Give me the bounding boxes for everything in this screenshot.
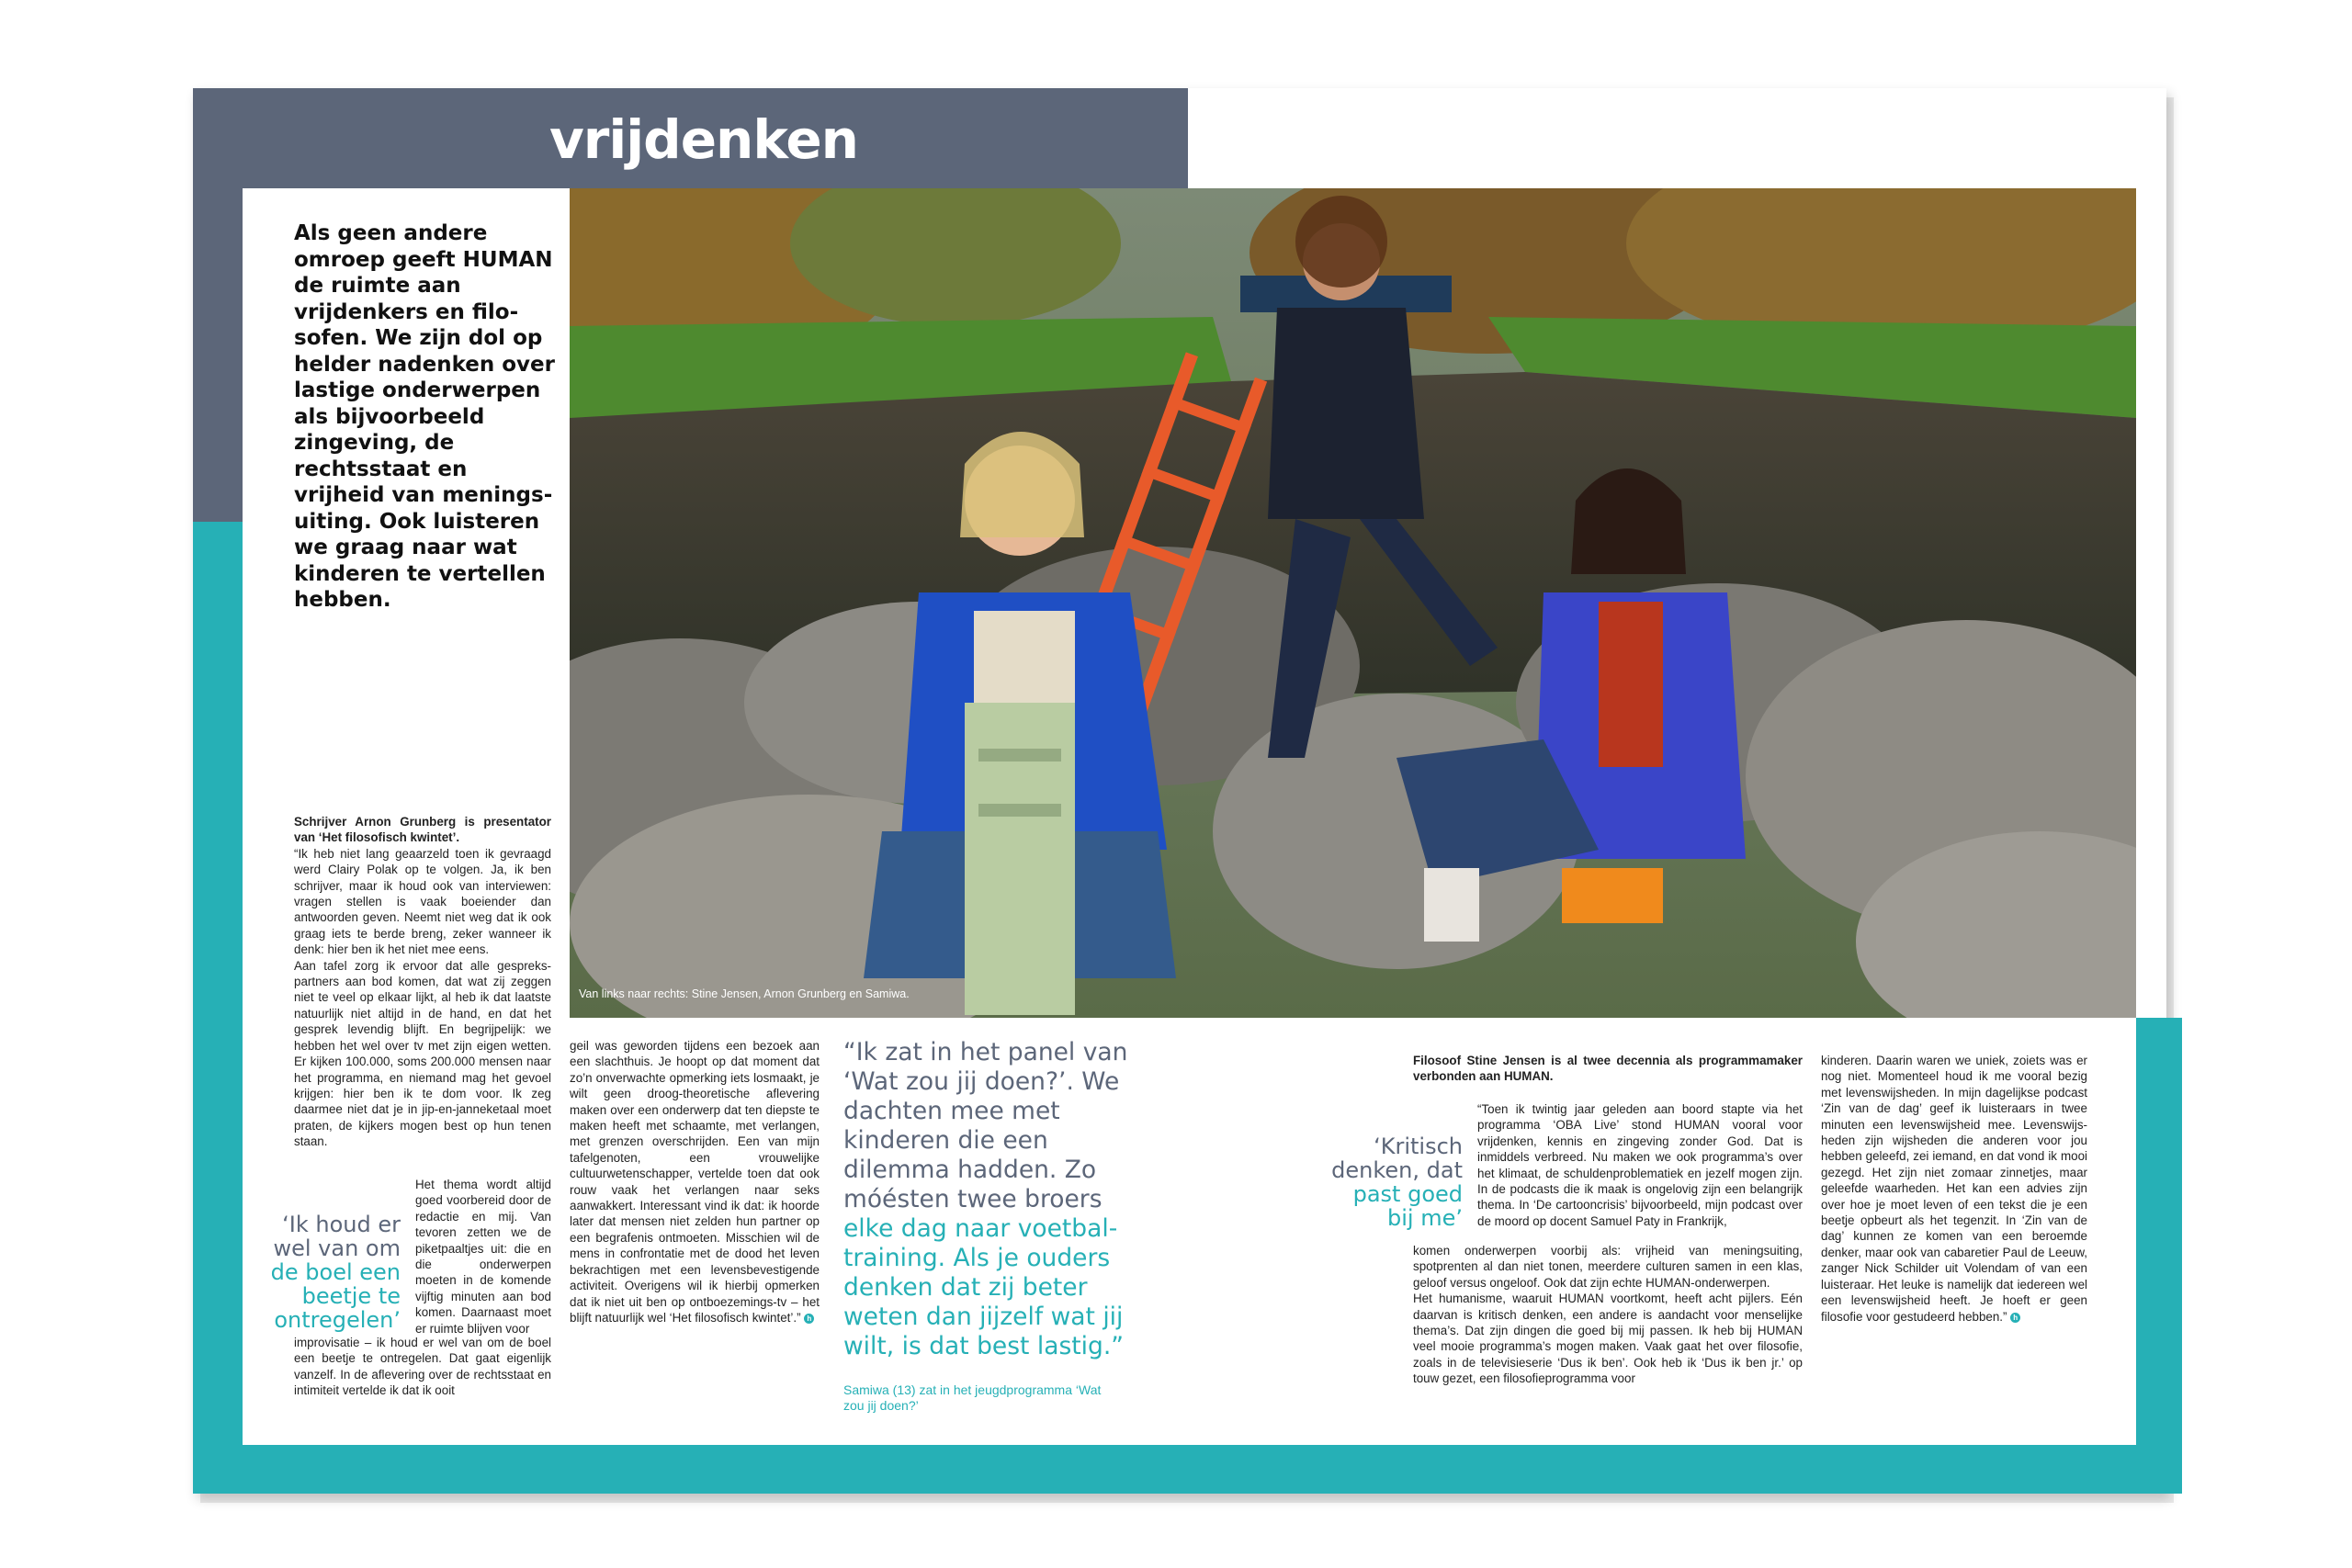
article-right-paragraph: komen onderwerpen voorbij als: vrijheid van meningsuiting, spotprenten al dan niet tonen, meerdere culturen samen in een klas, geloof versus ongeloof. Ook dat zijn echte HUMAN-onderwerpen. — [1413, 1244, 1803, 1290]
end-mark-icon: h — [2010, 1313, 2020, 1323]
article-right-paragraph: “Toen ik twintig jaar geleden aan boord stapte via het programma ‘OBA Live’ stond HUMAN vooral voor vrijdenken, kennis en zingeving zonder God. Dat is inmiddels verbreed. Nu maken we ook programma’s over het klimaat, de schuldenproblematiek en jezelf mogen zijn. In de podcasts die ik maak is ongelovig zijn een belangrijk thema. In ‘De cartooncrisis’ bijvoorbeeld, mijn podcast over de moord op docent Samuel Paty in Frankrijk, — [1477, 1102, 1803, 1228]
teal-band-right — [2136, 1018, 2182, 1494]
article-left-paragraph: Aan tafel zorg ik ervoor dat alle gesprekspartners aan bod komen, dat wat zij zeggen niet te veel op elkaar lijkt, al heb ik dat laatste natuurlijk niet altijd in de hand, en dat het gesprek levendig blijft. En begrijpelijk: we hebben het wel over tv met zijn eigen wetten. Er kijken 100.000, soms 200.000 mensen naar het programma, en niemand mag het gevoel krijgen: hier ben ik te dom voor. Ik zeg daarmee niet dat je in jip-en-janneketaal moet praten, de kijkers mogen best op hun tenen staan. — [294, 958, 551, 1149]
big-quote — [843, 1038, 1128, 1361]
article-left-paragraph: Het thema wordt altijd goed voorbereid door de redactie en mij. Van tevoren zetten we de piketpaaltjes uit: die en die onderwerpen moeten in de komende vijftig minuten aan bod komen. Daarnaast moet er ruimte blijven voor — [415, 1178, 551, 1336]
photo-caption: Van links naar rechts: Stine Jensen, Arnon Grunberg en Samiwa. — [579, 987, 910, 1000]
pull-quote-right-grey: ‘Kritisch denken, dat — [1331, 1134, 1463, 1183]
article-right-col4 — [1821, 1053, 2087, 1325]
pull-quote-right — [1327, 1134, 1463, 1230]
pull-quote-left-teal: de boel een beetje te ontregelen’ — [270, 1259, 401, 1333]
article-right-paragraph: kinderen. Daarin waren we uniek, zoiets was er nog niet. Momenteel houd ik me vooral bezig met levenswijsheden. In mijn dagelijkse podcast ‘Zin van de dag’ geef ik luisteraars in twee minuten een levenswijsheid mee. Levenswijsheden zijn wijsheden die anderen voor jou hebben geleefd, zei iemand, en dat vond ik mooi gezegd. Het zijn niet zomaar zinnetjes, maar geleefde waarheden. Het kan een advies zijn over hoe je moet leven of een tekst die je een beetje opbeurt als het tegenzit. In ‘Zin van de dag’ kunnen ze komen van een beroemde denker, maar ook van cabaretier Paul de Leeuw, zanger Nick Schilder uit Volendam of van een luisteraar. Het leuke is namelijk dat iedereen wel een levenswijsheid heeft. Je hoeft er geen filosofie voor gestudeerd hebben.” — [1821, 1054, 2087, 1324]
end-mark-icon: h — [804, 1314, 814, 1324]
article-left-lead: Schrijver Arnon Grunberg is presentator van ‘Het filosofisch kwintet’. — [294, 815, 551, 845]
article-right-lead: Filosoof Stine Jensen is al twee decennia als programmamaker verbonden aan HUMAN. — [1413, 1054, 1803, 1084]
article-right-col3-top — [1413, 1053, 1803, 1085]
article-right-col3-bottom — [1413, 1243, 1803, 1387]
section-title: vrijdenken — [549, 108, 858, 171]
group-photo — [570, 188, 2136, 1018]
article-right-col3-narrow — [1477, 1101, 1803, 1229]
photo-illustration — [570, 188, 2136, 1018]
article-right-paragraph: Het humanisme, waaruit HUMAN voortkomt, heeft acht pijlers. Eén daarvan is kritisch denken, een andere is aandacht voor menselijke thema’s. Dat zijn dingen die goed bij mij passen. Ik heb bij HUMAN veel mooie programma’s mogen maken. Vaak gaat het over filosofie, zoals in de televisieserie ‘Dus ik ben’. Ook heb ik ‘Dus ik ben jr.’ op touw gezet, een filosofieprogramma voor — [1413, 1292, 1803, 1386]
article-left-paragraph: “Ik heb niet lang geaarzeld toen ik gevraagd werd Clairy Polak op te volgen. Ja, ik ben schrijver, maar ik houd ook van interviewen: vragen stellen is vaak boeiender dan antwoorden geven. Neemt niet weg dat ik ook graag iets te berde breng, zeker wanneer ik denk: hier ben ik het niet mee eens. — [294, 846, 551, 957]
teal-band-bottom — [193, 1445, 2182, 1494]
big-quote-grey: “Ik zat in het panel van ‘Wat zou jij doen?’. We dachten mee met kinderen die een dilemma hadden. Zo móésten twee broers — [843, 1038, 1128, 1213]
pull-quote-left-grey: ‘Ik houd er wel van om — [273, 1212, 401, 1261]
article-left-paragraph: improvisatie – ik houd er wel van om de boel een beetje te ontregelen. Dat gaat eigenlijk vanzelf. In de aflevering over de rechtsstaat en intimiteit vertelde ik dat ik ooit — [294, 1336, 551, 1398]
pull-quote-left — [266, 1213, 401, 1332]
big-quote-teal: elke dag naar voetbaltraining. Als je ouders denken dat zij beter weten dan jijzelf wat jij wilt, is dat best lastig.” — [843, 1214, 1124, 1360]
article-left-paragraph: geil was geworden tijdens een bezoek aan een slachthuis. Je hoopt op dat moment dat zo’n onverwachte opmerking iets losmaakt, je wilt geen droog-theoretische aflevering maken over een onderwerp dat ten diepste te maken heeft met schaamte, met verlangen, met grenzen overschrijden. Een van mijn tafelgenoten, een vrouwelijke cultuurwetenschapper, vertelde toen dat ook rouw vaak het verlangen naar seks aanwakkert. Interessant vind ik dat: ik hoorde later dat mensen niet zelden hun partner op een begrafenis ontmoeten. Misschien wil de mens in confrontatie met de dood het leven bekrachtigen met een levensbevestigende activiteit. Overigens wil ik hierbij opmerken dat ik niet uit ben op ontboezemings-tv – het blijft natuurlijk wel ‘Het filosofisch kwintet’.” — [570, 1039, 820, 1325]
article-left-col2 — [570, 1038, 820, 1325]
intro-text: Als geen andere omroep geeft HUMAN de ruimte aan vrijdenkers en filosofen. We zijn dol op helder nadenken over lastige onderwerpen als bijvoorbeeld zingeving, de rechtsstaat en vrijheid van meningsuiting. Ook luisteren we graag naar wat kinderen te vertellen hebben. — [294, 221, 555, 612]
pull-quote-right-teal: past goed bij me’ — [1352, 1181, 1463, 1231]
article-left-col1-bottom — [294, 1335, 551, 1399]
article-left-col1-narrow — [415, 1177, 551, 1337]
article-left-col1-top — [294, 814, 551, 1150]
quote-credit: Samiwa (13) zat in het jeugdprogramma ‘Wat zou jij doen?’ — [843, 1382, 1102, 1413]
